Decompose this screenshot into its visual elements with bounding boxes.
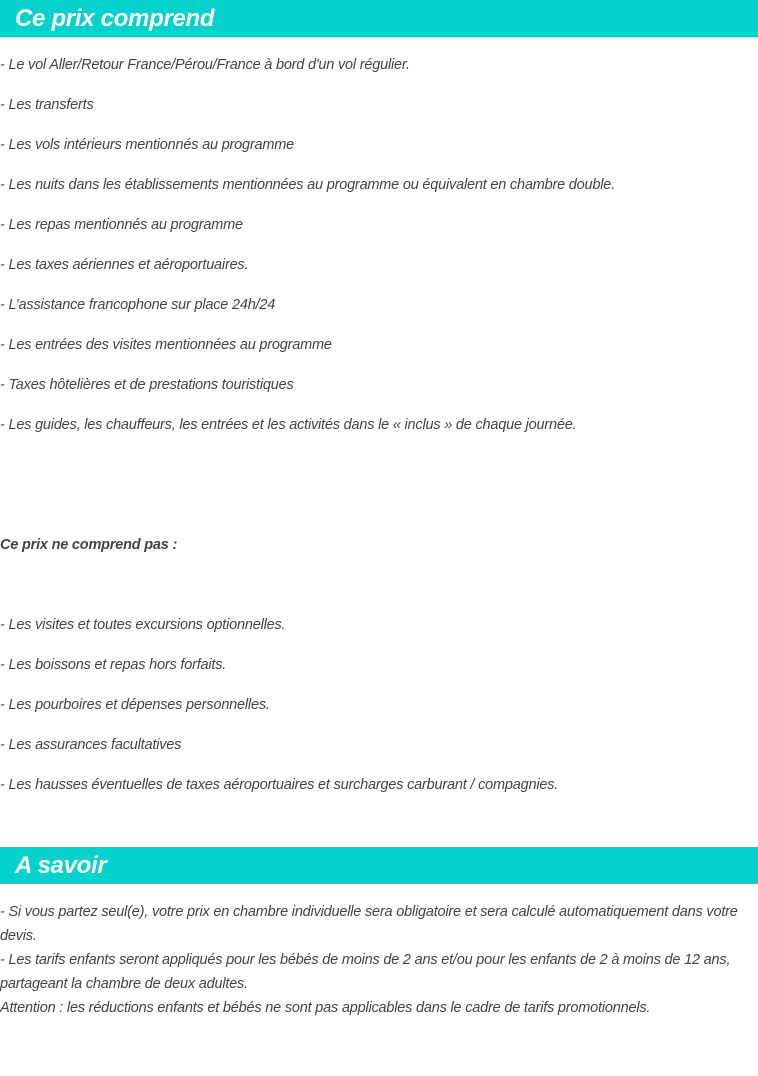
good-to-know-section-title: A savoir [15,852,107,879]
included-item: - Les repas mentionnés au programme [0,217,243,233]
excluded-item: - Les assurances facultatives [0,737,182,753]
good-to-know-content [0,900,756,1020]
included-item: - Les vols intérieurs mentionnés au programme [0,137,295,153]
included-item: - Les taxes aériennes et aéroportuaires. [0,257,249,273]
good-to-know-paragraph: - Les tarifs enfants seront appliqués pour les bébés de moins de 2 ans et/ou pour les enfants de 2 à moins de 12 ans, partageant la chambre de deux adultes. [0,952,731,992]
excluded-item: - Les hausses éventuelles de taxes aéroportuaires et surcharges carburant / compagnies. [0,777,559,793]
excluded-section-title: Ce prix ne comprend pas : [0,537,178,553]
good-to-know-section-header [0,847,758,884]
included-item: - L’assistance francophone sur place 24h/24 [0,297,276,313]
included-section-title: Ce prix comprend [15,5,215,32]
excluded-item: - Les visites et toutes excursions optionnelles. [0,617,286,633]
good-to-know-paragraph: - Si vous partez seul(e), votre prix en chambre individuelle sera obligatoire et sera calculé automatiquement dans votre devis. [0,904,738,944]
good-to-know-paragraph: Attention : les réductions enfants et bébés ne sont pas applicables dans le cadre de tarifs promotionnels. [0,1000,651,1016]
excluded-item: - Les pourboires et dépenses personnelles. [0,697,270,713]
included-section-header [0,0,758,37]
included-item: - Les entrées des visites mentionnées au programme [0,337,332,353]
included-item: - Le vol Aller/Retour France/Pérou/France à bord d'un vol régulier. [0,57,410,73]
excluded-item: - Les boissons et repas hors forfaits. [0,657,227,673]
included-item: - Les nuits dans les établissements mentionnées au programme ou équivalent en chambre double. [0,177,615,193]
included-item: - Taxes hôtelières et de prestations touristiques [0,377,294,393]
included-item: - Les guides, les chauffeurs, les entrées et les activités dans le « inclus » de chaque journée. [0,417,577,433]
included-item: - Les transferts [0,97,94,113]
